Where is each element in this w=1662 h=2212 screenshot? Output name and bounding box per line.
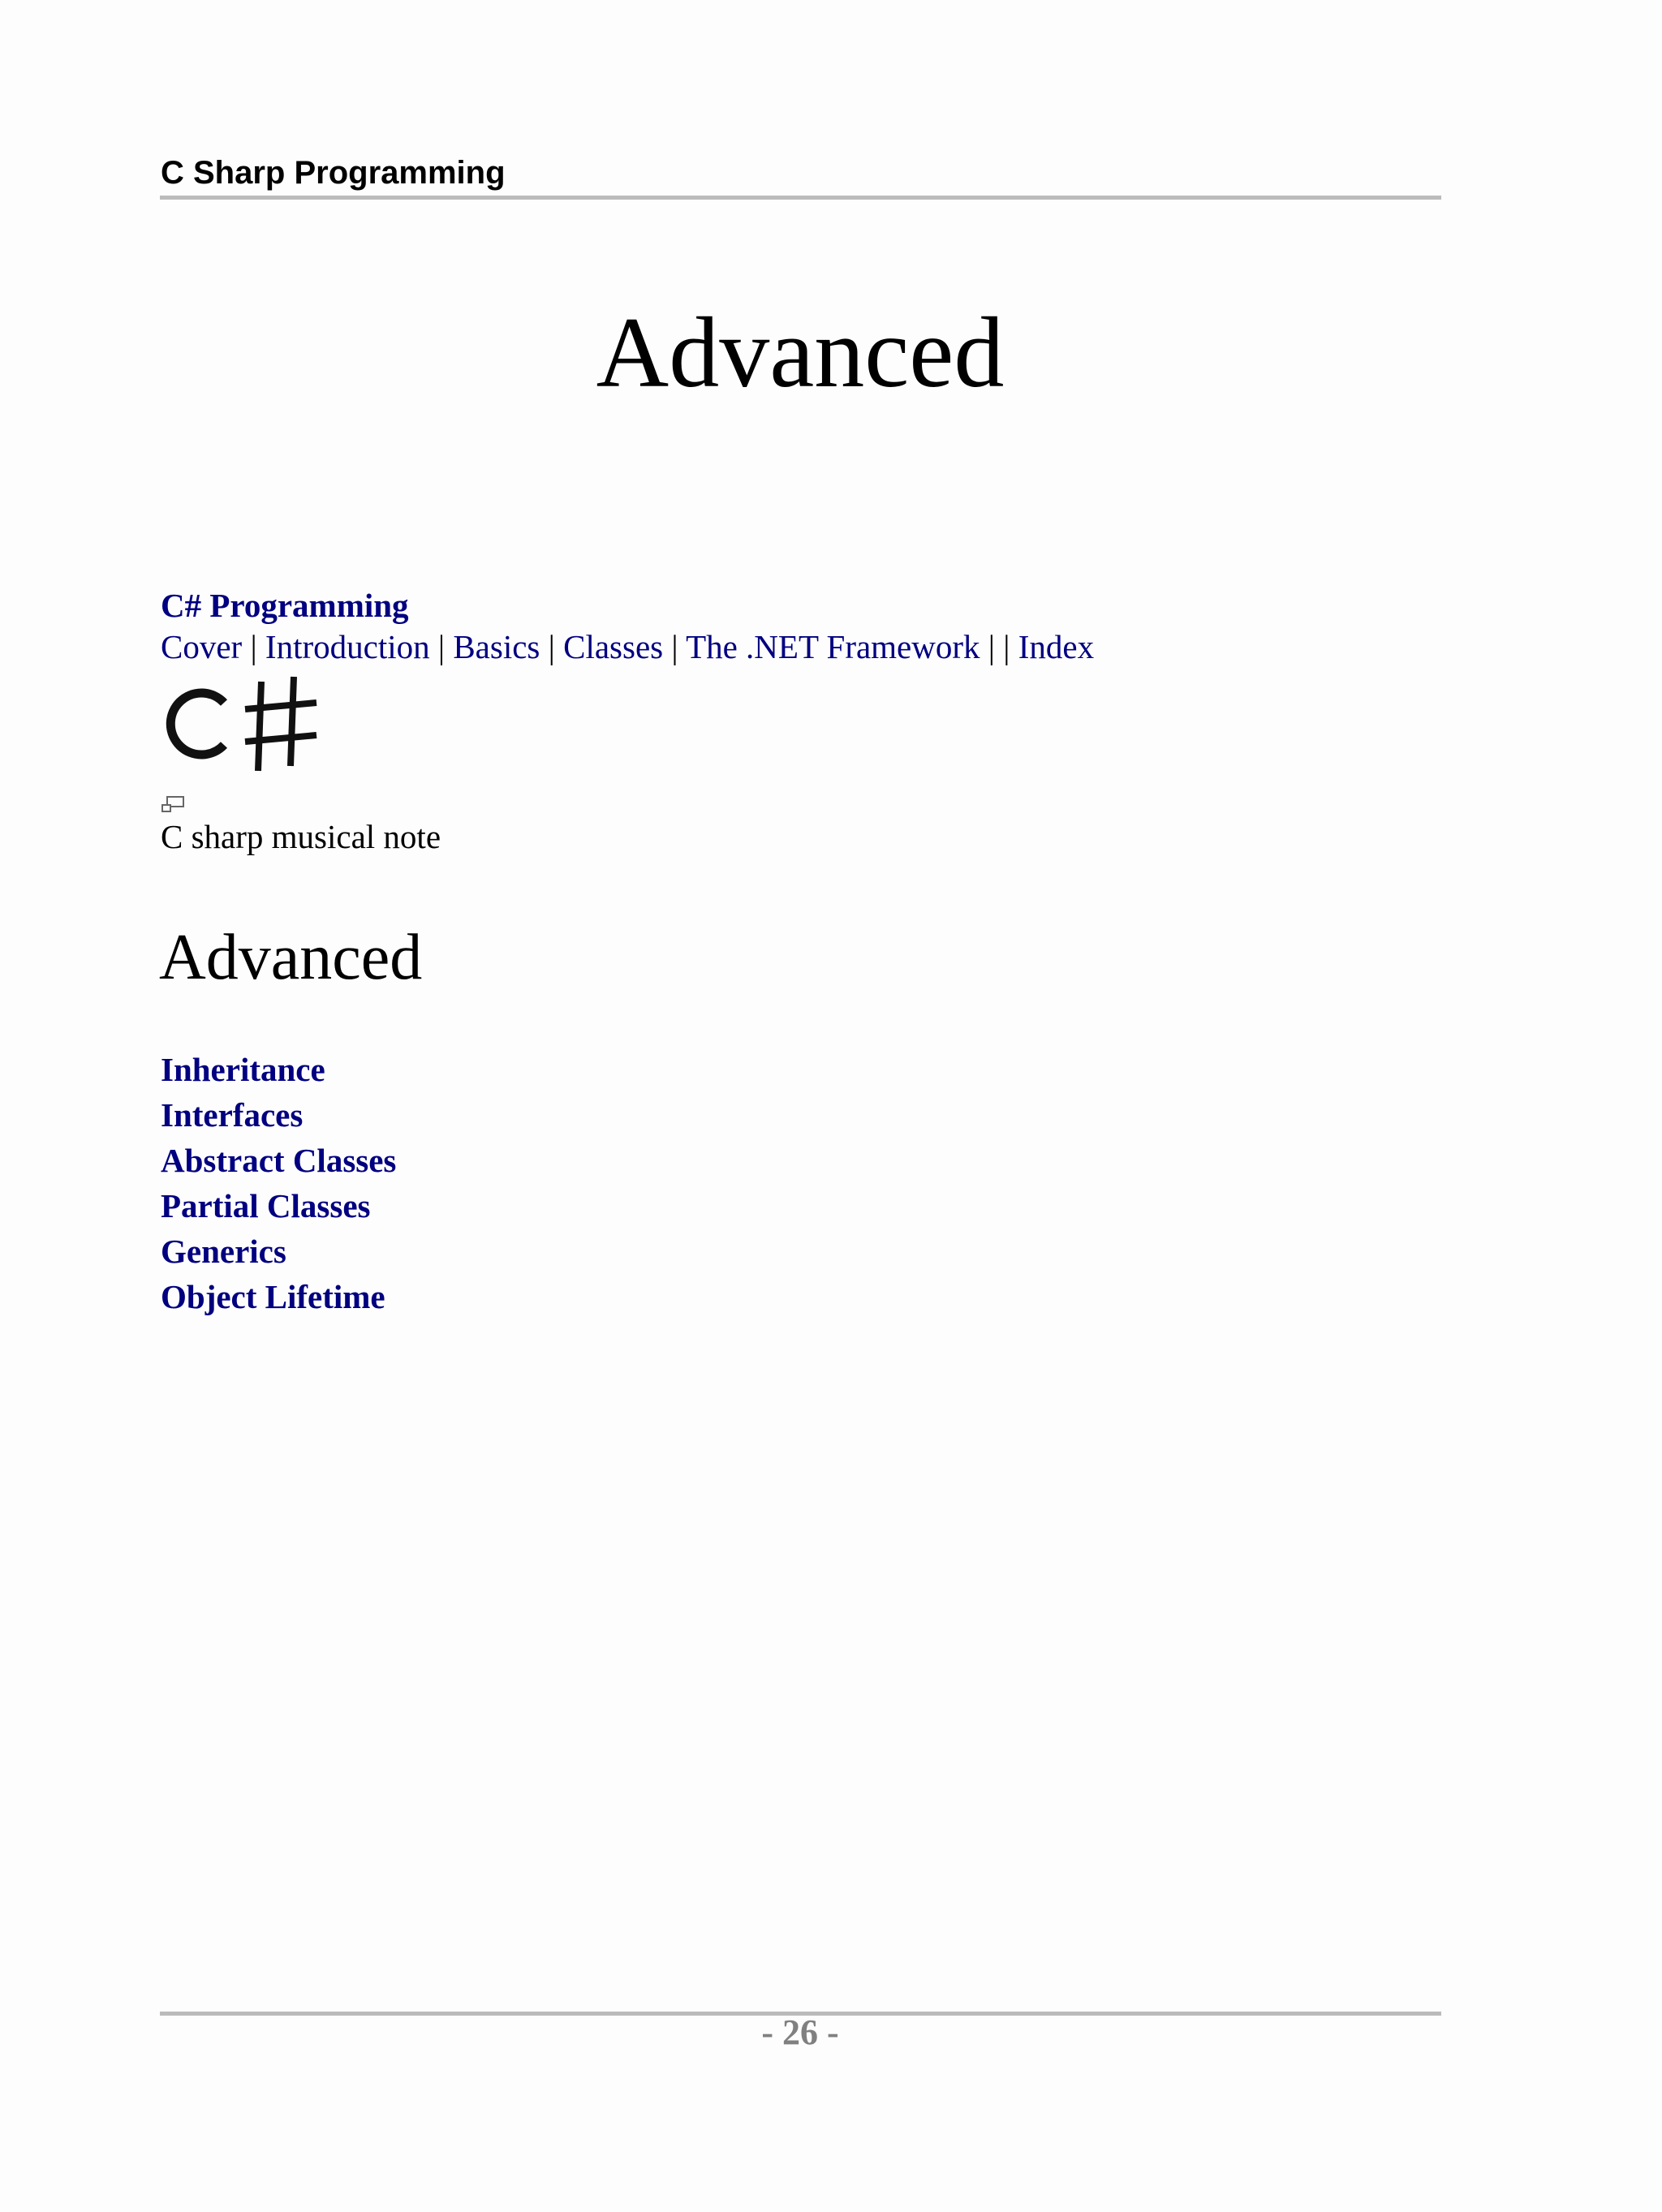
list-item [161,1229,396,1274]
running-header: C Sharp Programming [161,155,506,191]
topic-link-partial-classes[interactable]: Partial Classes [161,1187,371,1224]
list-item [161,1047,396,1092]
nav-separator: | [242,628,265,665]
c-sharp-logo-icon[interactable] [157,673,336,774]
logo-caption: C sharp musical note [161,818,441,855]
list-item [161,1183,396,1229]
list-item [161,1138,396,1183]
page-number: - 26 - [761,2012,839,2052]
list-item [161,1274,396,1319]
nav-separator: | [429,628,454,665]
topic-link-inheritance[interactable]: Inheritance [161,1051,325,1088]
list-item [161,1092,396,1138]
nav-link-basics[interactable]: Basics [453,628,540,665]
nav-link-index[interactable]: Index [1018,628,1095,665]
enlarge-icon[interactable] [161,795,185,813]
header-rule [160,196,1441,200]
chapter-title: Advanced [596,297,1005,408]
topic-link-interfaces[interactable]: Interfaces [161,1096,304,1134]
nav-link-cover[interactable]: Cover [161,628,243,665]
nav-link-introduction[interactable]: Introduction [265,628,430,665]
topic-list [161,1047,396,1319]
topic-link-object-lifetime[interactable]: Object Lifetime [161,1278,385,1315]
book-navigation [161,625,1094,669]
nav-separator: | [980,628,1004,665]
section-heading: Advanced [159,922,423,993]
topic-link-generics[interactable]: Generics [161,1233,286,1270]
nav-separator: | [540,628,564,665]
nav-separator: | [663,628,687,665]
nav-separator: | [1003,628,1018,665]
nav-link-dotnet-framework[interactable]: The .NET Framework [686,628,980,665]
topic-link-abstract-classes[interactable]: Abstract Classes [161,1142,397,1179]
nav-link-classes[interactable]: Classes [563,628,664,665]
book-title-link[interactable]: C# Programming [161,587,409,624]
